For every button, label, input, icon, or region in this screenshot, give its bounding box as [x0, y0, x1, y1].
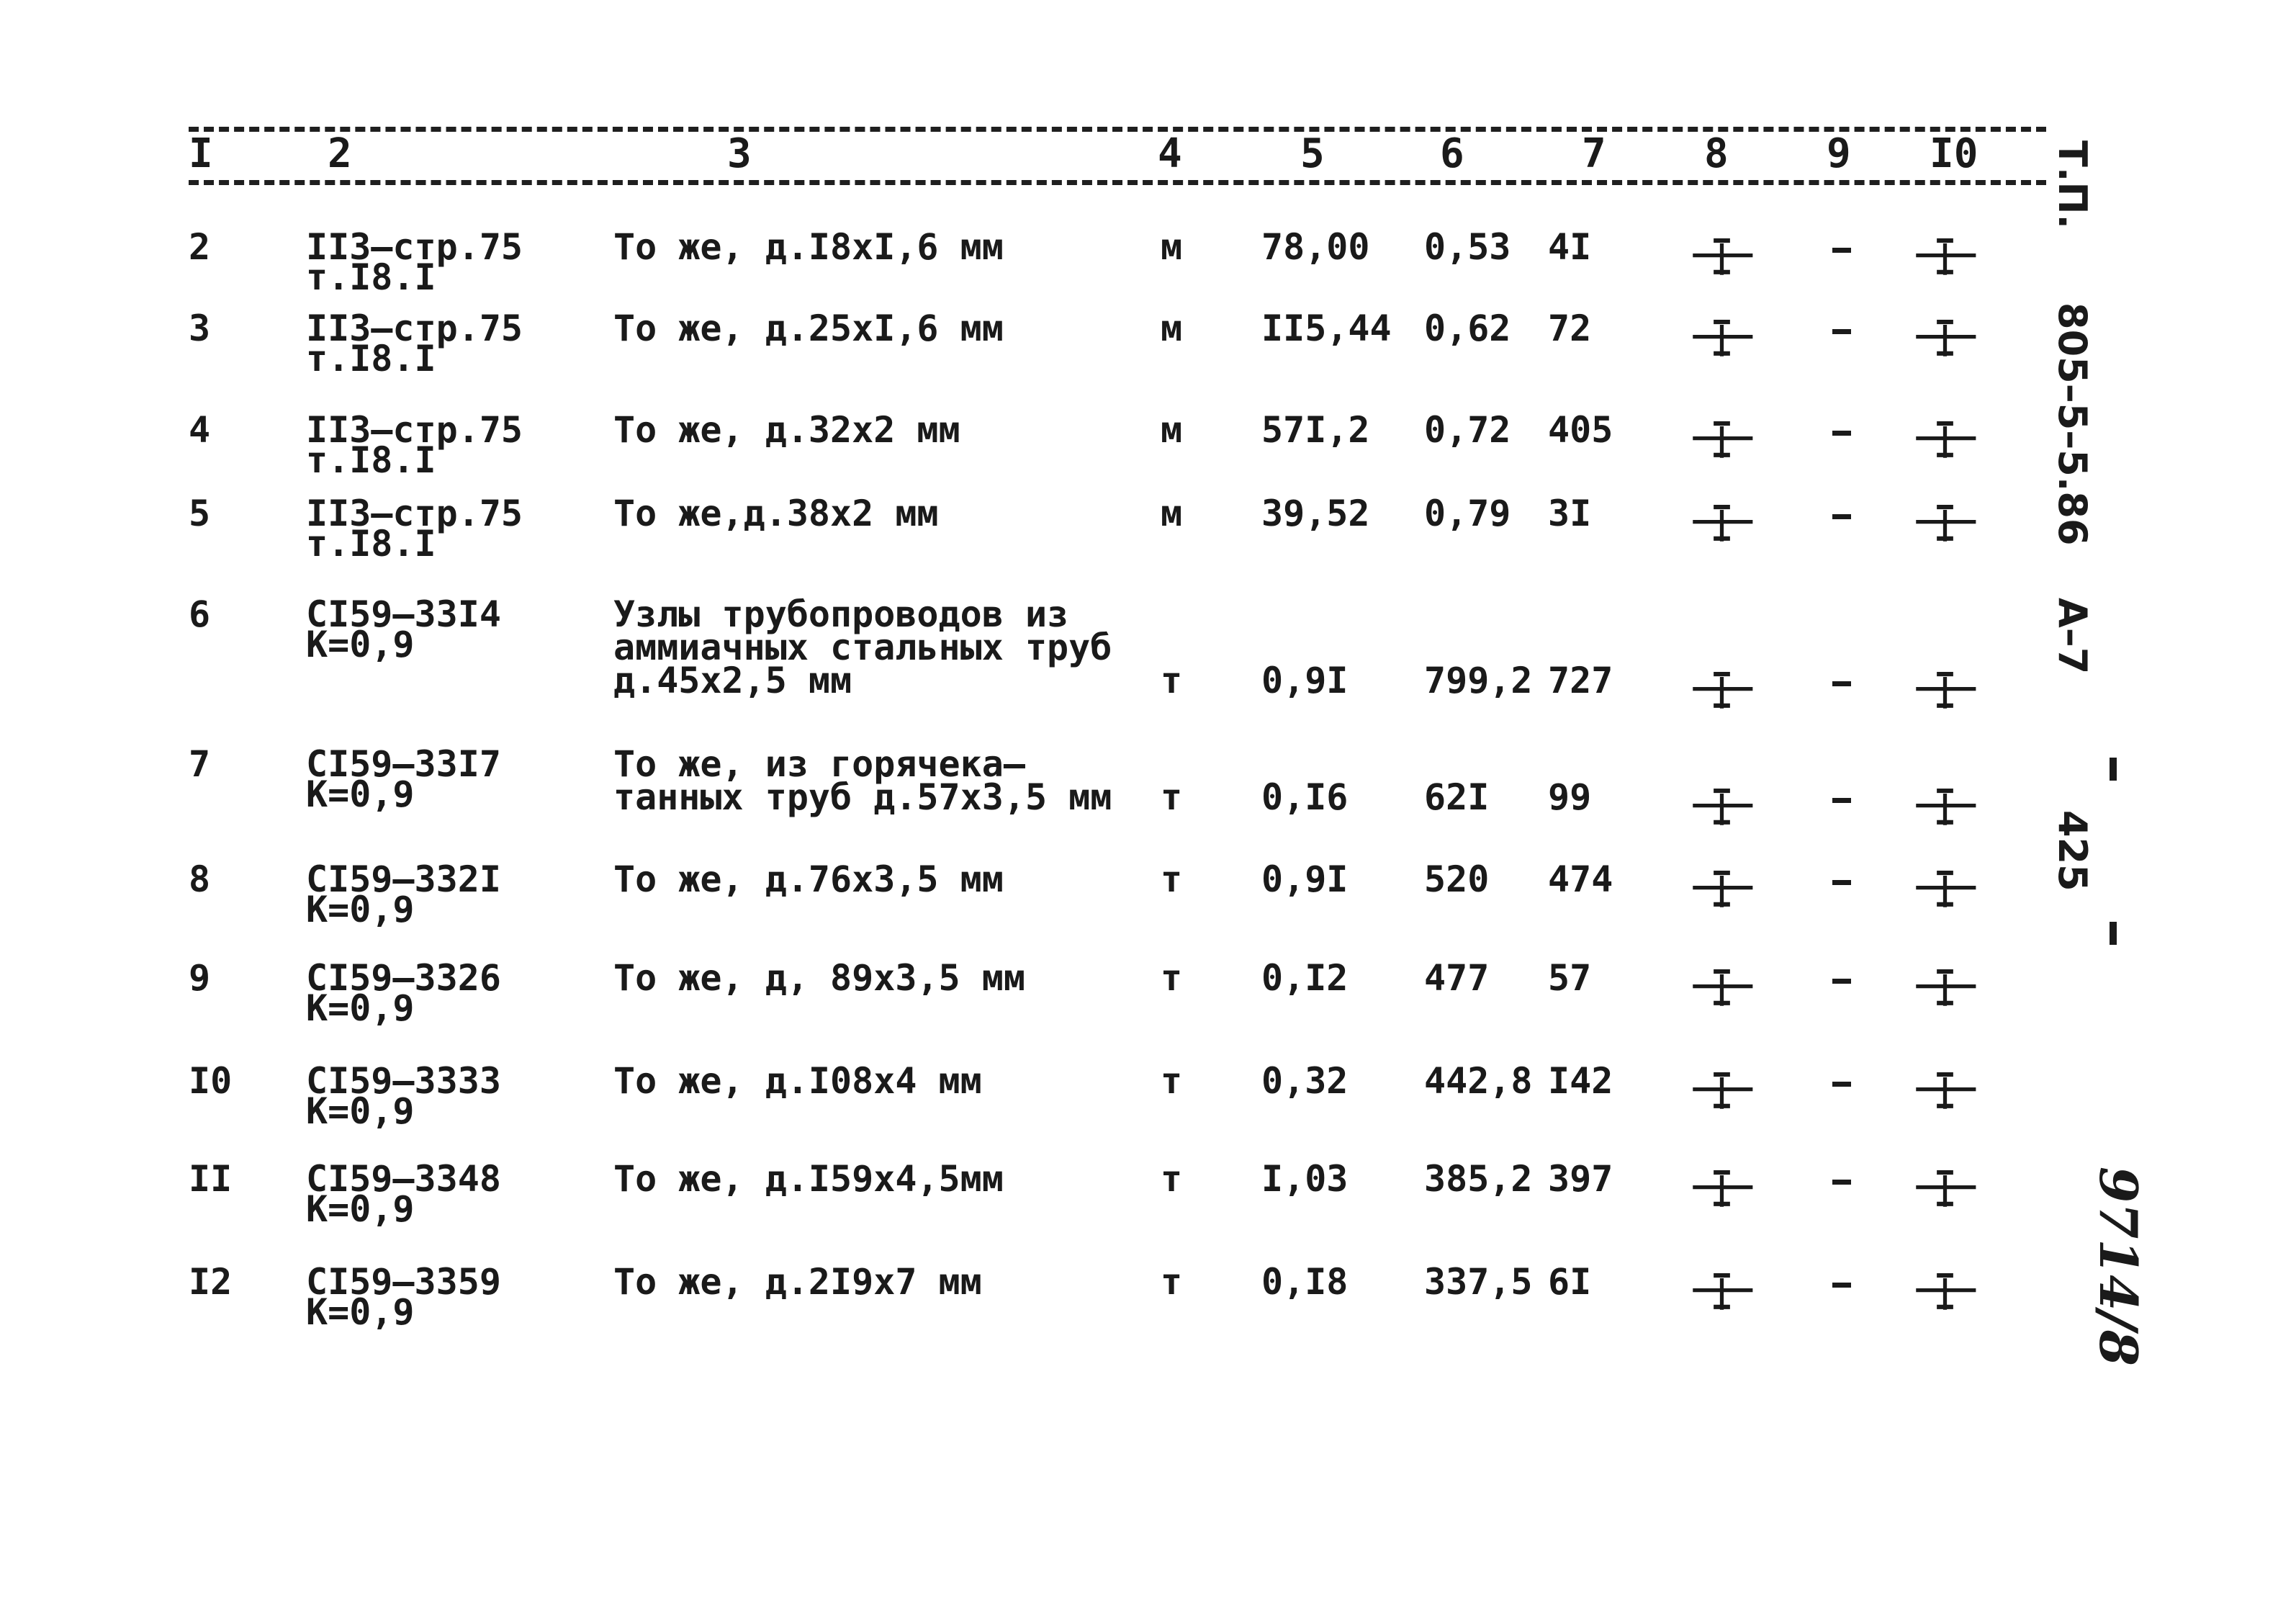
unit-price-value: 477 — [1424, 957, 1490, 999]
col8-nil-icon — [1685, 315, 1764, 365]
col-header-10: I0 — [1930, 130, 1978, 177]
unit-of-measure: т — [1161, 858, 1183, 900]
col-header-6: 6 — [1440, 130, 1464, 177]
quantity-value: 39,52 — [1261, 493, 1370, 534]
unit-price-value: 62I — [1424, 776, 1490, 818]
unit-of-measure: м — [1161, 226, 1183, 268]
work-description-line: То же, из горячека– — [613, 743, 1025, 785]
work-description-line: То же, д.32х2 мм — [613, 409, 960, 451]
col-header-1: I — [189, 130, 213, 177]
norm-code: СI59–3348 — [306, 1158, 501, 1200]
row-number: I2 — [189, 1261, 233, 1303]
norm-code: СI59–33I7 — [306, 743, 501, 785]
total-cost-value: 397 — [1548, 1158, 1613, 1200]
col-header-9: 9 — [1827, 130, 1851, 177]
unit-price-value: 0,53 — [1424, 226, 1511, 268]
norm-code-detail: К=0,9 — [306, 1291, 415, 1333]
col10-nil-icon — [1908, 315, 1987, 365]
row-number: 6 — [189, 593, 211, 635]
quantity-value: II5,44 — [1261, 308, 1392, 349]
row-number: 5 — [189, 493, 211, 534]
total-cost-value: 474 — [1548, 858, 1613, 900]
side-dash-bottom — [2110, 922, 2117, 945]
row-number: 3 — [189, 308, 211, 349]
total-cost-value: 727 — [1548, 660, 1613, 701]
work-description-line: То же, д.I8хI,6 мм — [613, 226, 1004, 268]
work-description-line: танных труб д.57х3,5 мм — [613, 776, 1112, 818]
quantity-value: I,03 — [1261, 1158, 1349, 1200]
norm-code-detail: К=0,9 — [306, 773, 415, 815]
row-number: 7 — [189, 743, 211, 785]
col10-nil-icon — [1908, 964, 1987, 1015]
norm-code: II3–стр.75 — [306, 409, 523, 451]
col9-dash — [1832, 1082, 1851, 1087]
col9-dash — [1832, 248, 1851, 253]
col-header-8: 8 — [1704, 130, 1729, 177]
unit-of-measure: т — [1161, 1158, 1183, 1200]
unit-price-value: 0,79 — [1424, 493, 1511, 534]
col10-nil-icon — [1908, 1165, 1987, 1216]
col9-dash — [1832, 431, 1851, 436]
norm-code-detail: т.I8.I — [306, 338, 436, 380]
total-cost-value: 405 — [1548, 409, 1613, 451]
total-cost-value: I42 — [1548, 1060, 1613, 1102]
col9-dash — [1832, 329, 1851, 334]
unit-price-value: 520 — [1424, 858, 1490, 900]
col9-dash — [1832, 979, 1851, 984]
quantity-value: 0,9I — [1261, 660, 1349, 701]
col9-dash — [1832, 880, 1851, 885]
unit-of-measure: т — [1161, 776, 1183, 818]
quantity-value: 0,I6 — [1261, 776, 1349, 818]
quantity-value: 0,9I — [1261, 858, 1349, 900]
col10-nil-icon — [1908, 1067, 1987, 1118]
quantity-value: 78,00 — [1261, 226, 1370, 268]
norm-code: СI59–3359 — [306, 1261, 501, 1303]
row-number: 8 — [189, 858, 211, 900]
unit-price-value: 385,2 — [1424, 1158, 1533, 1200]
row-number: 2 — [189, 226, 211, 268]
quantity-value: 0,I2 — [1261, 957, 1349, 999]
norm-code: II3–стр.75 — [306, 493, 523, 534]
side-project-number: 805–5–5.86 — [2050, 302, 2095, 546]
norm-code-detail: К=0,9 — [306, 1090, 415, 1132]
row-number: 9 — [189, 957, 211, 999]
col-header-5: 5 — [1300, 130, 1325, 177]
unit-of-measure: т — [1161, 1060, 1183, 1102]
norm-code-detail: К=0,9 — [306, 889, 415, 930]
col8-nil-icon — [1685, 416, 1764, 467]
side-sheet-stamp: 9714/8 — [2088, 1167, 2149, 1366]
col-header-2: 2 — [328, 130, 352, 177]
unit-price-value: 442,8 — [1424, 1060, 1533, 1102]
work-description-line: д.45х2,5 мм — [613, 660, 852, 701]
work-description-line: То же, д, 89х3,5 мм — [613, 957, 1025, 999]
norm-code: СI59–332I — [306, 858, 501, 900]
norm-code: II3–стр.75 — [306, 226, 523, 268]
col9-dash — [1832, 798, 1851, 803]
col10-nil-icon — [1908, 667, 1987, 717]
unit-of-measure: т — [1161, 660, 1183, 701]
row-number: I0 — [189, 1060, 233, 1102]
col-header-4: 4 — [1158, 130, 1182, 177]
norm-code: СI59–33I4 — [306, 593, 501, 635]
norm-code: II3–стр.75 — [306, 308, 523, 349]
norm-code: СI59–3333 — [306, 1060, 501, 1102]
unit-of-measure: м — [1161, 409, 1183, 451]
row-number: II — [189, 1158, 233, 1200]
total-cost-value: 6I — [1548, 1261, 1592, 1303]
unit-price-value: 337,5 — [1424, 1261, 1533, 1303]
col8-nil-icon — [1685, 667, 1764, 717]
col8-nil-icon — [1685, 1067, 1764, 1118]
col9-dash — [1832, 514, 1851, 519]
col8-nil-icon — [1685, 233, 1764, 284]
work-description-line: аммиачных стальных труб — [613, 627, 1112, 668]
col9-dash — [1832, 681, 1851, 686]
total-cost-value: 4I — [1548, 226, 1592, 268]
col8-nil-icon — [1685, 500, 1764, 550]
unit-of-measure: т — [1161, 1261, 1183, 1303]
col8-nil-icon — [1685, 784, 1764, 834]
col9-dash — [1832, 1283, 1851, 1288]
work-description-line: То же, д.76х3,5 мм — [613, 858, 1004, 900]
col10-nil-icon — [1908, 500, 1987, 550]
side-doc-code: Т.П. — [2050, 140, 2095, 230]
work-description-line: То же,д.38х2 мм — [613, 493, 939, 534]
unit-of-measure: м — [1161, 493, 1183, 534]
col10-nil-icon — [1908, 233, 1987, 284]
unit-of-measure: т — [1161, 957, 1183, 999]
col9-dash — [1832, 1180, 1851, 1185]
norm-code-detail: т.I8.I — [306, 439, 436, 481]
work-description-line: То же, д.2I9х7 мм — [613, 1261, 982, 1303]
norm-code-detail: т.I8.I — [306, 523, 436, 565]
total-cost-value: 99 — [1548, 776, 1592, 818]
norm-code-detail: т.I8.I — [306, 256, 436, 298]
col8-nil-icon — [1685, 1165, 1764, 1216]
unit-price-value: 0,62 — [1424, 308, 1511, 349]
norm-code: СI59–3326 — [306, 957, 501, 999]
unit-of-measure: м — [1161, 308, 1183, 349]
col8-nil-icon — [1685, 964, 1764, 1015]
col8-nil-icon — [1685, 866, 1764, 916]
side-dash-top — [2110, 758, 2117, 781]
col10-nil-icon — [1908, 416, 1987, 467]
col10-nil-icon — [1908, 784, 1987, 834]
col-header-7: 7 — [1582, 130, 1606, 177]
side-album-number: А–7 — [2050, 598, 2095, 675]
unit-price-value: 799,2 — [1424, 660, 1533, 701]
row-number: 4 — [189, 409, 211, 451]
col10-nil-icon — [1908, 1268, 1987, 1319]
total-cost-value: 57 — [1548, 957, 1592, 999]
work-description-line: Узлы трубопроводов из — [613, 593, 1069, 635]
quantity-value: 57I,2 — [1261, 409, 1370, 451]
quantity-value: 0,32 — [1261, 1060, 1349, 1102]
col10-nil-icon — [1908, 866, 1987, 916]
work-description-line: То же, д.I59х4,5мм — [613, 1158, 1004, 1200]
norm-code-detail: К=0,9 — [306, 1188, 415, 1230]
work-description-line: То же, д.25хI,6 мм — [613, 308, 1004, 349]
total-cost-value: 3I — [1548, 493, 1592, 534]
total-cost-value: 72 — [1548, 308, 1592, 349]
unit-price-value: 0,72 — [1424, 409, 1511, 451]
side-page-number: 425 — [2050, 810, 2095, 892]
col-header-3: 3 — [727, 130, 752, 177]
col8-nil-icon — [1685, 1268, 1764, 1319]
quantity-value: 0,I8 — [1261, 1261, 1349, 1303]
norm-code-detail: К=0,9 — [306, 624, 415, 665]
work-description-line: То же, д.I08х4 мм — [613, 1060, 982, 1102]
norm-code-detail: К=0,9 — [306, 987, 415, 1029]
